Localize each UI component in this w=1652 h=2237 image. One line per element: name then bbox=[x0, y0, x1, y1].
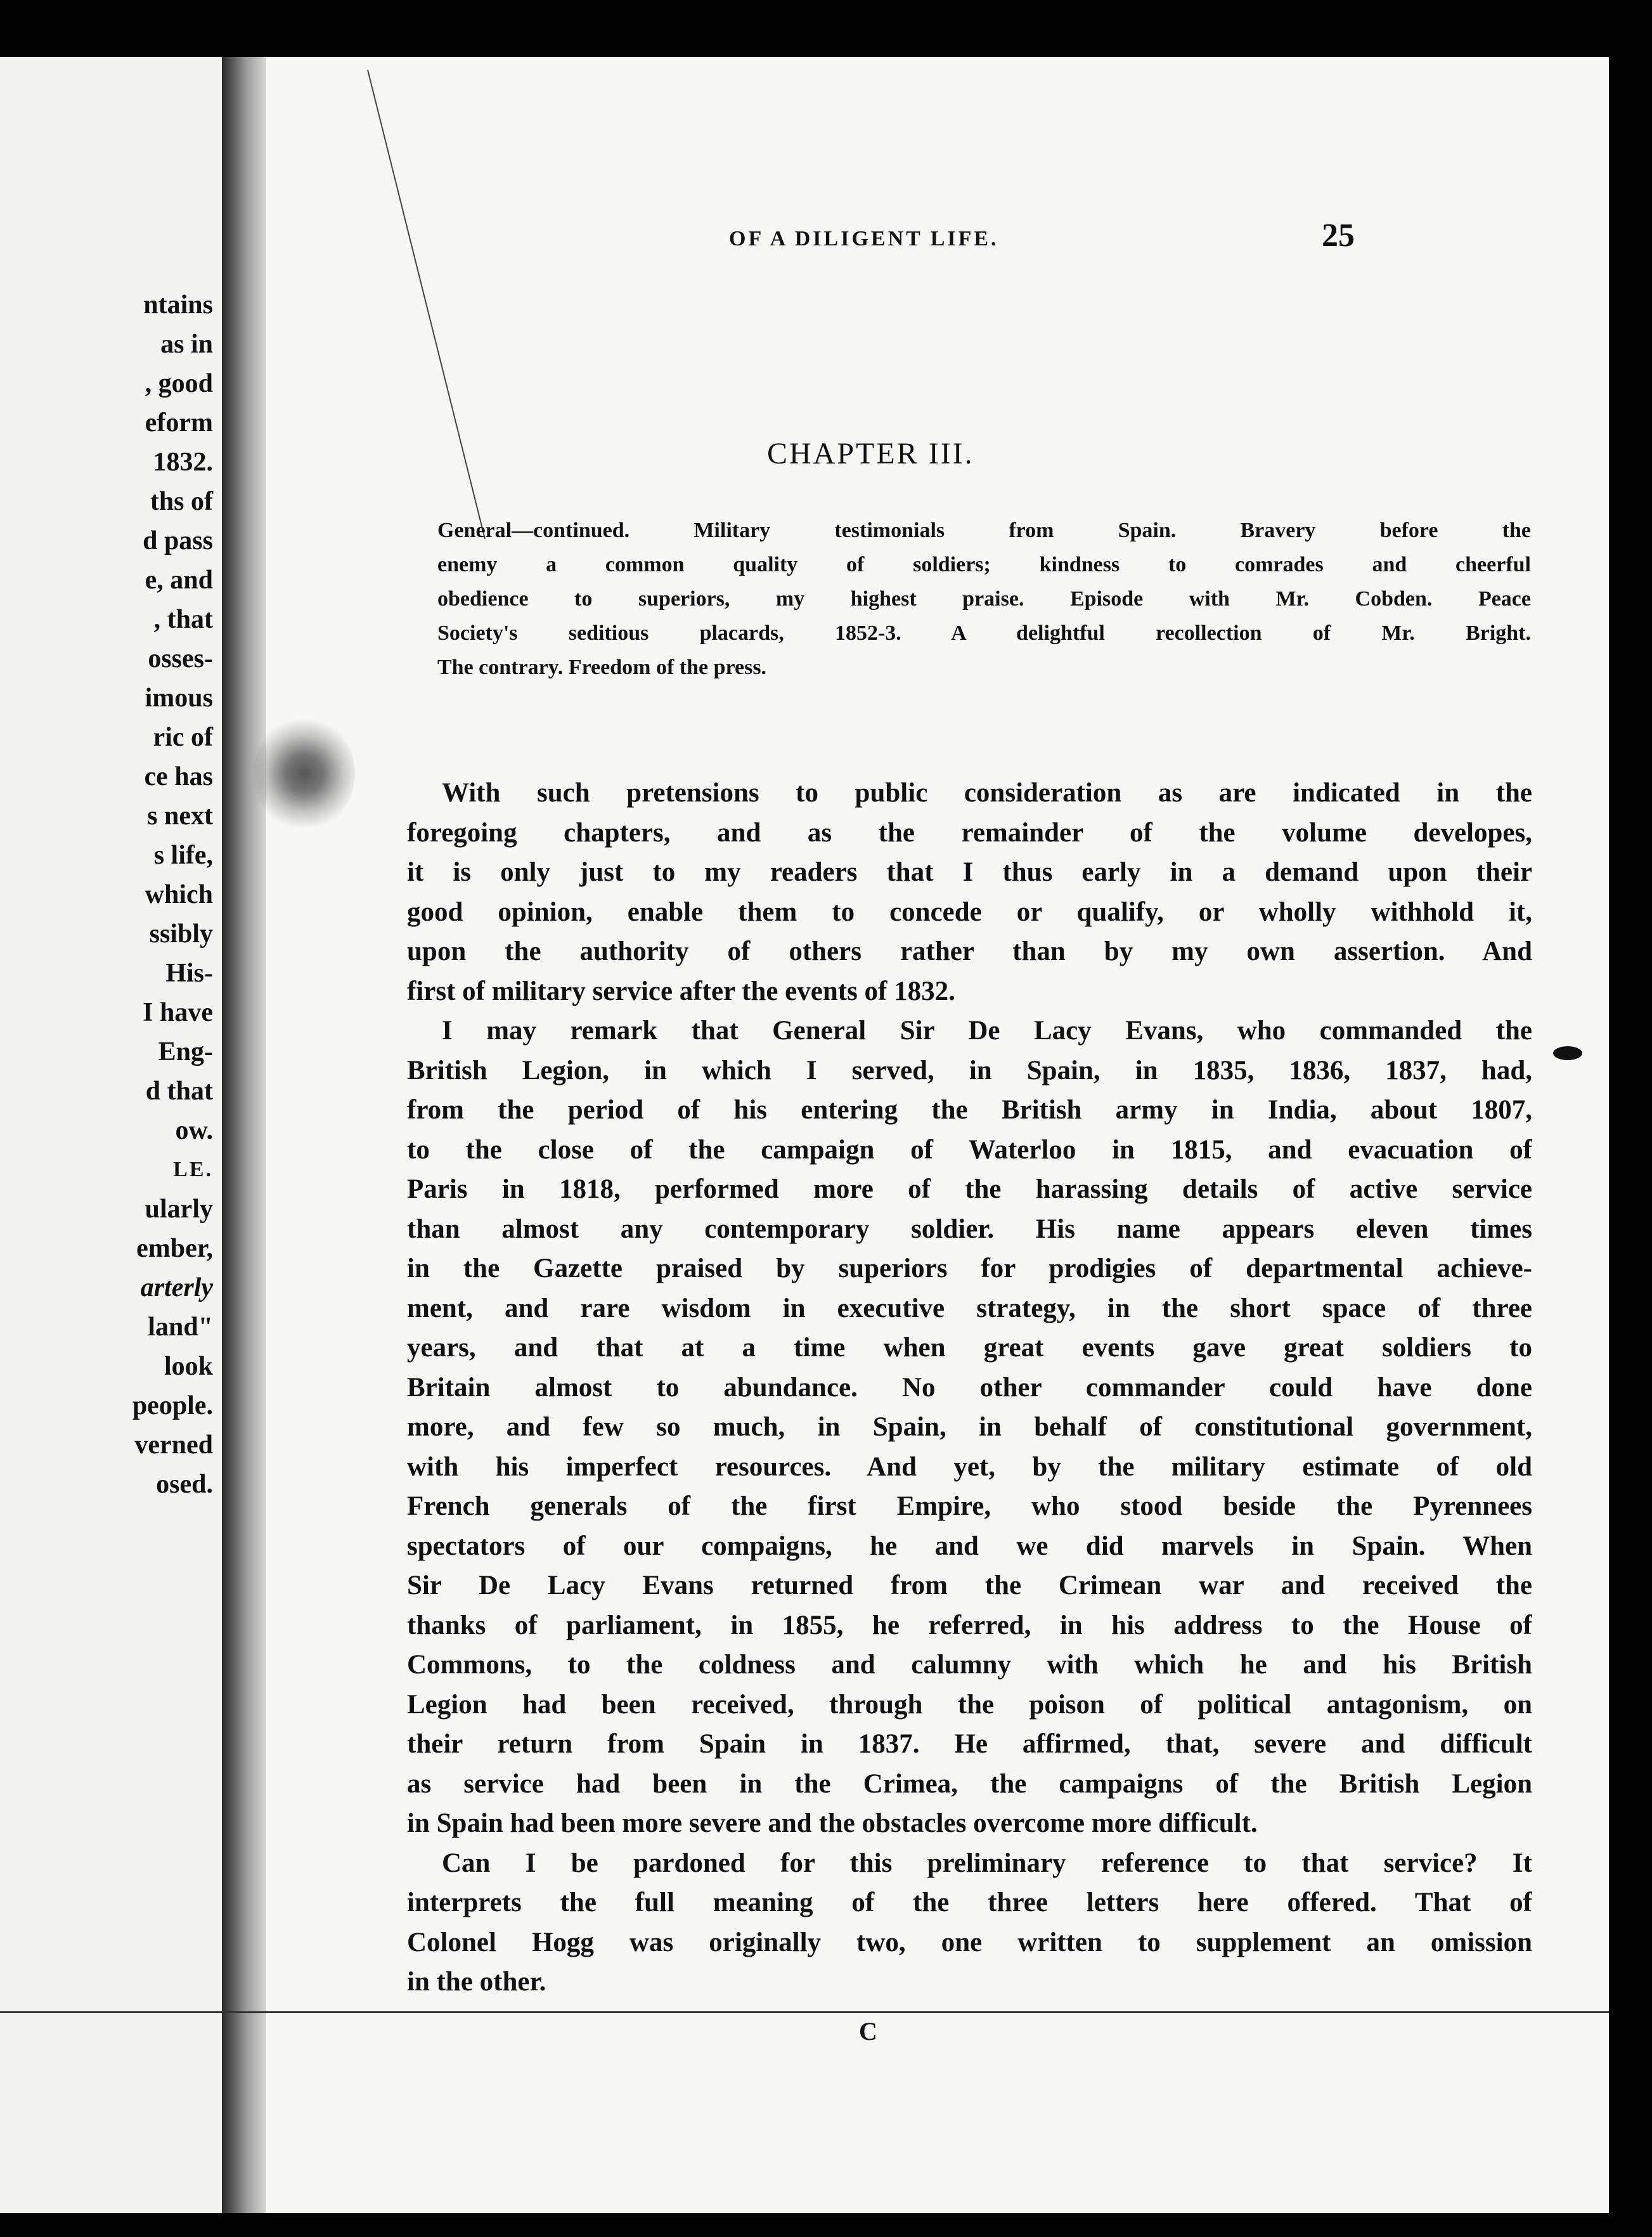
facing-line: , good bbox=[145, 369, 213, 398]
synopsis-line: obedience to superiors, my highest praise. Episode with Mr. Cobden. Peace bbox=[437, 587, 1531, 611]
body-line: thanks of parliament, in 1855, he referred, in his address to the House of bbox=[407, 1610, 1532, 1640]
facing-line: ric of bbox=[153, 723, 213, 752]
body-line: their return from Spain in 1837. He affirmed, that, severe and difficult bbox=[407, 1729, 1532, 1759]
facing-line: ow. bbox=[175, 1116, 213, 1145]
facing-page-text bbox=[132, 285, 213, 1504]
body-line: it is only just to my readers that I thus early in a demand upon their bbox=[407, 857, 1532, 887]
body-line: in the other. bbox=[407, 1967, 546, 1997]
facing-line: ce has bbox=[144, 762, 213, 791]
ink-blot bbox=[1553, 1046, 1582, 1060]
body-line: upon the authority of others rather than by my own assertion. And bbox=[407, 937, 1532, 966]
body-line: Britain almost to abundance. No other commander could have done bbox=[407, 1372, 1532, 1403]
facing-line: d pass bbox=[143, 526, 213, 555]
chapter-title: CHAPTER III. bbox=[767, 437, 974, 470]
facing-line: I have bbox=[143, 998, 213, 1027]
facing-line: , that bbox=[153, 605, 213, 634]
body-line: French generals of the first Empire, who stood beside the Pyrennees bbox=[407, 1491, 1532, 1521]
facing-line: people. bbox=[132, 1391, 213, 1420]
facing-line: 1832. bbox=[153, 448, 213, 477]
body-line: British Legion, in which I served, in Spain, in 1835, 1836, 1837, had, bbox=[407, 1055, 1532, 1086]
body-line: ment, and rare wisdom in executive strategy, in the short space of three bbox=[407, 1293, 1532, 1323]
facing-line: verned bbox=[134, 1430, 213, 1460]
body-line: Legion had been received, through the poison of political antagonism, on bbox=[407, 1689, 1532, 1720]
body-line: good opinion, enable them to concede or qualify, or wholly withhold it, bbox=[407, 897, 1532, 927]
body-line: in the Gazette praised by superiors for prodigies of departmental achieve- bbox=[407, 1254, 1532, 1283]
body-line: to the close of the campaign of Waterloo in 1815, and evacuation of bbox=[407, 1134, 1532, 1165]
facing-line: d that bbox=[145, 1077, 213, 1106]
synopsis-line: Society's seditious placards, 1852-3. A delightful recollection of Mr. Bright. bbox=[437, 621, 1531, 645]
synopsis-line: enemy a common quality of soldiers; kindness to comrades and cheerful bbox=[437, 553, 1531, 576]
body-line: spectators of our compaigns, he and we did marvels in Spain. When bbox=[407, 1531, 1532, 1561]
facing-line: ntains bbox=[143, 290, 213, 320]
main-page bbox=[266, 57, 1609, 2213]
body-line: years, and that at a time when great events gave great soldiers to bbox=[407, 1333, 1532, 1363]
facing-line: osed. bbox=[156, 1470, 213, 1499]
facing-line: s next bbox=[147, 801, 213, 831]
synopsis-line: General—continued. Military testimonials from Spain. Bravery before the bbox=[437, 519, 1531, 542]
synopsis-line: The contrary. Freedom of the press. bbox=[437, 656, 767, 679]
facing-line: imous bbox=[145, 684, 213, 713]
facing-line: ularly bbox=[145, 1195, 213, 1224]
facing-line: eform bbox=[145, 408, 213, 438]
page-number: 25 bbox=[1322, 217, 1355, 254]
signature-mark: C bbox=[859, 2017, 877, 2046]
facing-line: which bbox=[145, 880, 213, 909]
body-line: Paris in 1818, performed more of the harassing details of active service bbox=[407, 1174, 1532, 1204]
body-line: with his imperfect resources. And yet, by the military estimate of old bbox=[407, 1451, 1532, 1482]
facing-line: ssibly bbox=[149, 919, 213, 949]
facing-line: s life, bbox=[153, 841, 213, 870]
body-line: Can I be pardoned for this preliminary reference to that service? It bbox=[442, 1848, 1532, 1878]
body-line: than almost any contemporary soldier. His name appears eleven times bbox=[407, 1214, 1532, 1244]
body-line: as service had been in the Crimea, the campaigns of the British Legion bbox=[407, 1768, 1532, 1799]
facing-line: land" bbox=[148, 1313, 213, 1342]
facing-line: ths of bbox=[150, 487, 213, 516]
book-gutter bbox=[222, 57, 266, 2213]
facing-line: Eng- bbox=[158, 1037, 213, 1067]
body-line: Colonel Hogg was originally two, one written to supplement an omission bbox=[407, 1927, 1532, 1957]
body-line: Sir De Lacy Evans returned from the Crimean war and received the bbox=[407, 1571, 1532, 1600]
scan-fold-line bbox=[0, 2011, 1609, 2013]
facing-page-fragment bbox=[0, 57, 222, 2213]
facing-line: e, and bbox=[145, 566, 213, 595]
facing-line: osses- bbox=[148, 644, 213, 673]
running-head: OF A DILIGENT LIFE. bbox=[729, 227, 999, 250]
body-text bbox=[407, 774, 1532, 2002]
facing-line: ember, bbox=[136, 1234, 213, 1263]
facing-line: arterly bbox=[140, 1273, 213, 1302]
body-line: first of military service after the events of 1832. bbox=[407, 976, 955, 1006]
chapter-synopsis bbox=[437, 514, 1531, 685]
body-line: With such pretensions to public consideration as are indicated in the bbox=[442, 778, 1532, 808]
body-line: I may remark that General Sir De Lacy Evans, who commanded the bbox=[442, 1016, 1532, 1046]
facing-line: as in bbox=[160, 330, 213, 359]
body-line: foregoing chapters, and as the remainder of the volume developes, bbox=[407, 817, 1532, 848]
facing-line: His- bbox=[165, 959, 213, 988]
facing-line: LE. bbox=[173, 1158, 213, 1181]
body-line: from the period of his entering the British army in India, about 1807, bbox=[407, 1095, 1532, 1125]
body-line: more, and few so much, in Spain, in behalf of constitutional government, bbox=[407, 1412, 1532, 1442]
ink-smudge bbox=[254, 716, 355, 831]
body-line: Commons, to the coldness and calumny with which he and his British bbox=[407, 1650, 1532, 1680]
facing-line: look bbox=[164, 1352, 213, 1381]
body-line: interprets the full meaning of the three letters here offered. That of bbox=[407, 1888, 1532, 1917]
body-line: in Spain had been more severe and the obstacles overcome more difficult. bbox=[407, 1808, 1258, 1838]
scanned-page bbox=[0, 57, 1609, 2213]
